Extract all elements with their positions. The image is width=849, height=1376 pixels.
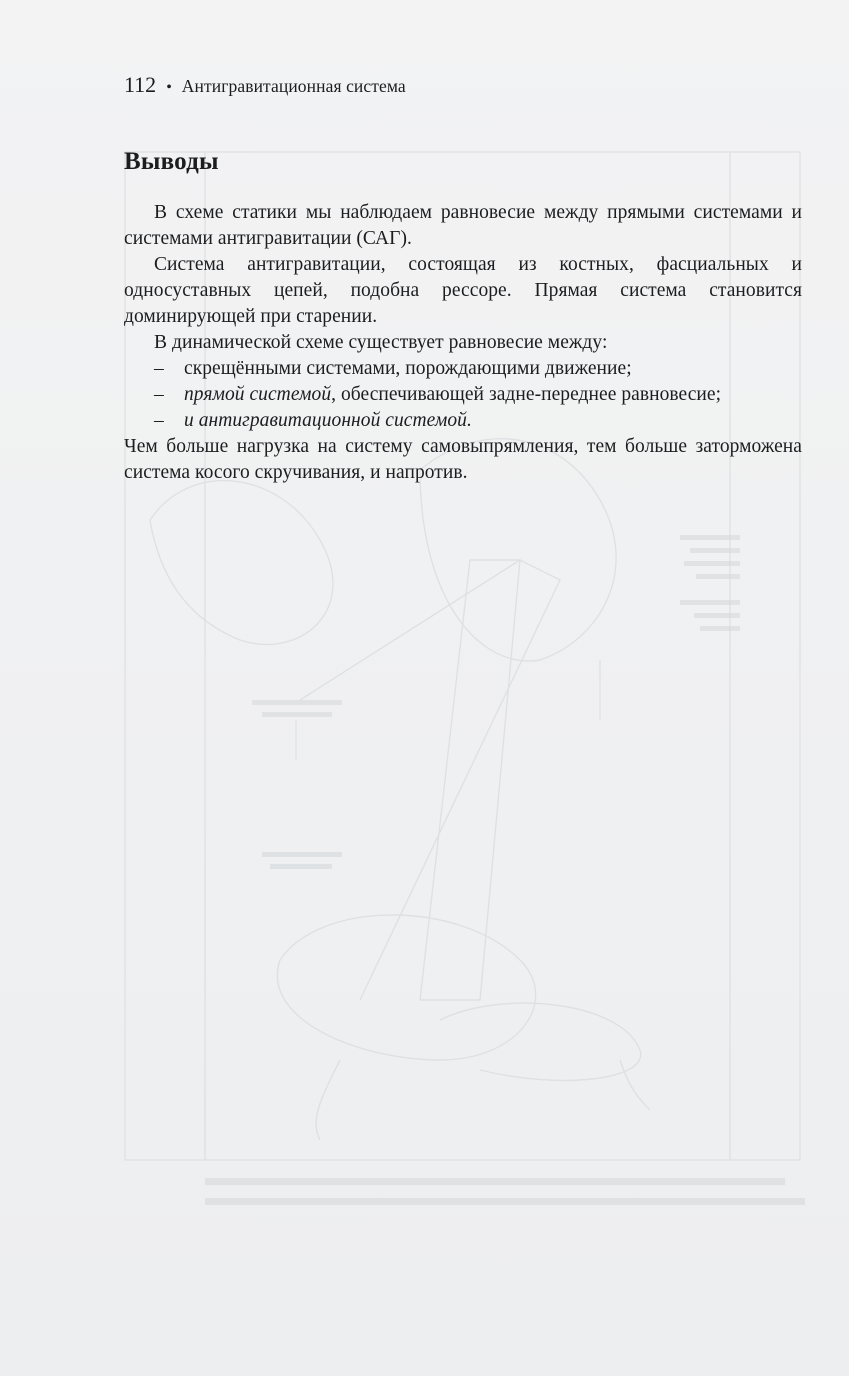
header-separator: • xyxy=(166,79,172,96)
list-dash: – xyxy=(154,384,164,405)
page-number: 112 xyxy=(124,72,157,97)
paragraph-conclusion: Чем больше нагрузка на систему самовыпрямления, тем больше заторможена система косого скручивания, и напротив. xyxy=(124,436,802,483)
running-title: Антигравитационная система xyxy=(181,76,406,96)
list-item xyxy=(124,408,802,434)
running-header xyxy=(124,72,406,98)
list-item-text: скрещёнными системами, порождающими движение; xyxy=(184,358,632,379)
paragraph-antigravity-system: Система антигравитации, состоящая из костных, фасциальных и односуставных цепей, подобна рессоре. Прямая система становится доминирующей при старении. xyxy=(124,254,802,327)
list-item-italic-term: прямой системой xyxy=(184,384,332,405)
balance-list xyxy=(124,356,802,434)
paragraph-statics: В схеме статики мы наблюдаем равновесие между прямыми системами и системами антигравитации (САГ). xyxy=(124,202,802,249)
list-dash: – xyxy=(154,410,164,431)
paragraph-dynamic-scheme: В динамической схеме существует равновесие между: xyxy=(154,332,608,353)
list-item-text: , обеспечивающей задне-переднее равновесие; xyxy=(331,384,722,405)
list-item xyxy=(124,356,802,382)
body-text xyxy=(124,200,802,486)
list-item-italic-term: и антигравитационной системой. xyxy=(184,410,472,431)
section-heading: Выводы xyxy=(124,148,219,175)
list-item xyxy=(124,382,802,408)
list-dash: – xyxy=(154,358,164,379)
